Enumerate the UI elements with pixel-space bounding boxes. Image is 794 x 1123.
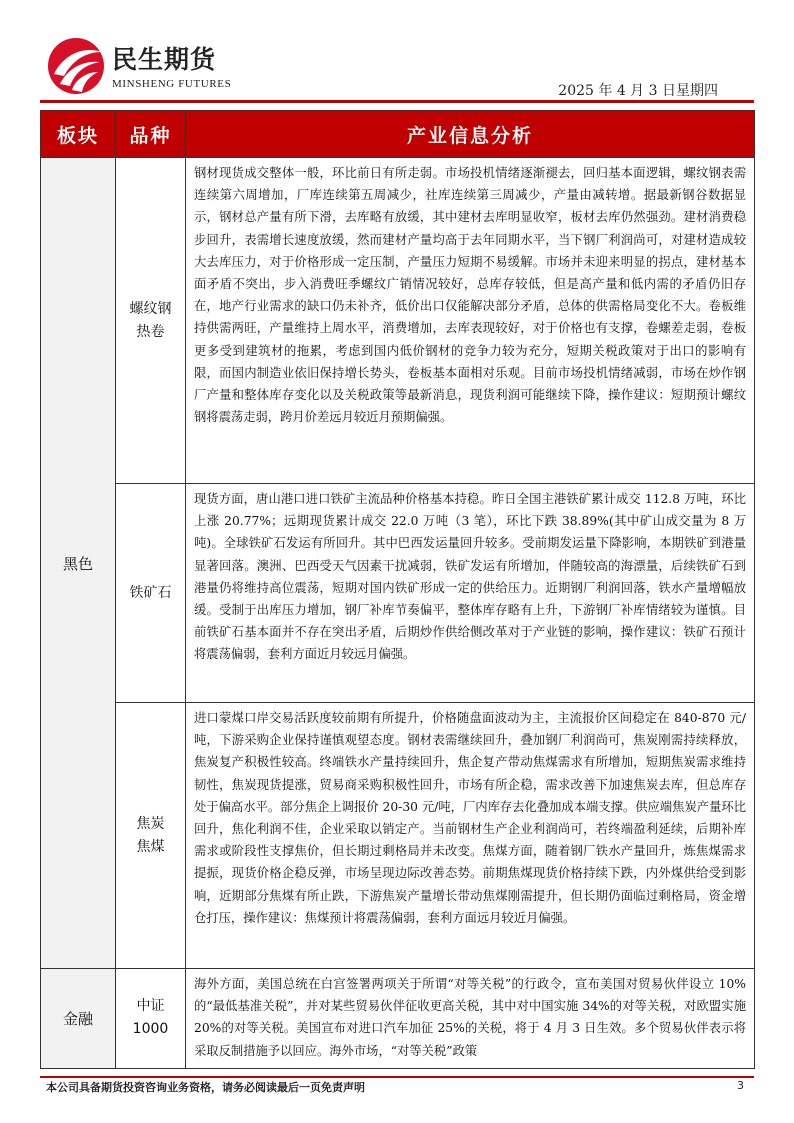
header-sector: 板块 <box>41 111 116 158</box>
table-row <box>41 158 755 484</box>
category-cell-rebar-hrc: 螺纹钢 热卷 <box>116 158 186 484</box>
analysis-cell-csi1000: 海外方面，美国总统在白宫签署两项关于所谓“对等关税”的行政令，宣布美国对贸易伙伴设立 10%的“最低基准关税”，并对某些贸易伙伴征收更高关税，其中对中国实施 34%的对等关税，对欧盟实施 20%的对等关税。美国宣布对进口汽车加征 25%的关税，将于 4 月 3 日生效。多个贸易伙伴表示将采取反制措施予以回应。海外市场，“对等关税”政策 <box>186 969 755 1069</box>
brand-name-cn: 民生期货 <box>112 45 217 74</box>
header-divider <box>40 100 754 103</box>
header-analysis: 产业信息分析 <box>186 111 755 158</box>
analysis-cell-rebar-hrc: 钢材现货成交整体一般，环比前日有所走弱。市场投机情绪逐渐褪去，回归基本面逻辑，螺纹钢表需连续第六周增加，厂库连续第五周减少，社库连续第三周减少，产量由减转增。据最新钢谷数据显示，钢材总产量有所下滑，去库略有放缓，其中建材去库明显收窄，板材去库仍然强劲。建材消费稳步回升，表需增长速度放缓，然而建材产量均高于去年同期水平，当下钢厂利润尚可，对建材造成较大去库压力，对于价格形成一定压制，产量压力短期不易缓解。市场并未迎来明显的拐点，建材基本面矛盾不突出，步入消费旺季螺纹广销情况较好，总库存较低，但是高产量和低内需的矛盾仍旧存在，地产行业需求的缺口仍未补齐，低价出口仅能解决部分矛盾，总体的供需格局变化不大。卷板维持供需两旺，产量维持上周水平，消费增加，去库表现较好，对于价格也有支撑，卷螺差走弱，卷板更多受到建筑材的拖累，考虑到国内低价钢材的竞争力较为充分，短期关税政策对于出口的影响有限，而国内制造业依旧保持增长势头，卷板基本面相对乐观。目前市场投机情绪减弱，市场在炒作钢厂产量和整体库存变化以及关税政策等最新消息，现货利润可能继续下降，操作建议：短期预计螺纹钢将震荡走弱，跨月价差远月较近月预期偏强。 <box>186 158 755 484</box>
analysis-cell-iron-ore: 现货方面，唐山港口进口铁矿主流品种价格基本持稳。昨日全国主港铁矿累计成交 112.8 万吨，环比上涨 20.77%；远期现货累计成交 22.0 万吨（3 笔），环比下跌 38.89%(其中矿山成交量为 8 万吨)。全球铁矿石发运有所回升。其中巴西发运量回升较多。受前期发运量下降影响，本期铁矿到港量显著回落。澳洲、巴西受天气因素干扰减弱，铁矿发运有所增加，伴随较高的海漂量，后续铁矿石到港量仍将维持高位震荡，短期对国内铁矿形成一定的供给压力。近期钢厂利润回落，铁水产量增幅放缓。受制于出库压力增加，钢厂补库节奏偏平，整体库存略有上升，下游钢厂补库情绪较为谨慎。目前铁矿石基本面并不存在突出矛盾，后期炒作供给侧改革对于产业链的影响，操作建议：铁矿石预计将震荡偏弱，套利方面近月较远月偏强。 <box>186 484 755 703</box>
header-category: 品种 <box>116 111 186 158</box>
page-number: 3 <box>737 1079 744 1092</box>
table-row <box>41 484 755 703</box>
table-row <box>41 969 755 1069</box>
category-cell-coke-coal: 焦炭 焦煤 <box>116 703 186 969</box>
sector-cell-finance: 金融 <box>41 969 116 1069</box>
category-cell-csi1000: 中证 1000 <box>116 969 186 1069</box>
table-header-row <box>41 111 755 158</box>
minsheng-logo <box>46 36 106 96</box>
category-cell-iron-ore: 铁矿石 <box>116 484 186 703</box>
footer-divider <box>40 1076 754 1078</box>
report-date: 2025 年 4 月 3 日星期四 <box>558 83 718 99</box>
brand-name-en: MINSHENG FUTURES <box>112 78 232 90</box>
disclaimer-note: 本公司具备期货投资咨询业务资格，请务必阅读最后一页免责声明 <box>46 1081 365 1094</box>
analysis-cell-coke-coal: 进口蒙煤口岸交易活跃度较前期有所提升，价格随盘面波动为主，主流报价区间稳定在 840-870 元/吨，下游采购企业保持谨慎观望态度。钢材表需继续回升，叠加钢厂利润尚可，焦炭刚需持续释放，焦炭复产积极性较高。终端铁水产量持续回升，焦企复产带动焦煤需求有所增加，短期焦炭需求维持韧性，焦炭现货提涨，贸易商采购积极性回升，市场有所企稳，需求改善下加速焦炭去库，但总库存处于偏高水平。部分焦企上调报价 20-30 元/吨，厂内库存去化叠加成本端支撑。供应端焦炭产量环比回升，焦化利润不佳，企业采取以销定产。当前钢材生产企业利润尚可，若终端盈利延续，后期补库需求或阶段性支撑焦价，但长期过剩格局并未改变。焦煤方面，随着钢厂铁水产量回升，炼焦煤需求提振，现货价格企稳反弹，市场呈现边际改善态势。前期焦煤现货价格持续下跌，内外煤供给受到影响，近期部分焦煤有所止跌，下游焦炭产量增长带动焦煤刚需提升，但长期仍面临过剩格局，资金增仓打压，操作建议：焦煤预计将震荡偏弱，套利方面远月较近月偏强。 <box>186 703 755 969</box>
sector-cell-black: 黑色 <box>41 158 116 969</box>
table-row <box>41 703 755 969</box>
industry-analysis-table <box>40 110 755 1069</box>
